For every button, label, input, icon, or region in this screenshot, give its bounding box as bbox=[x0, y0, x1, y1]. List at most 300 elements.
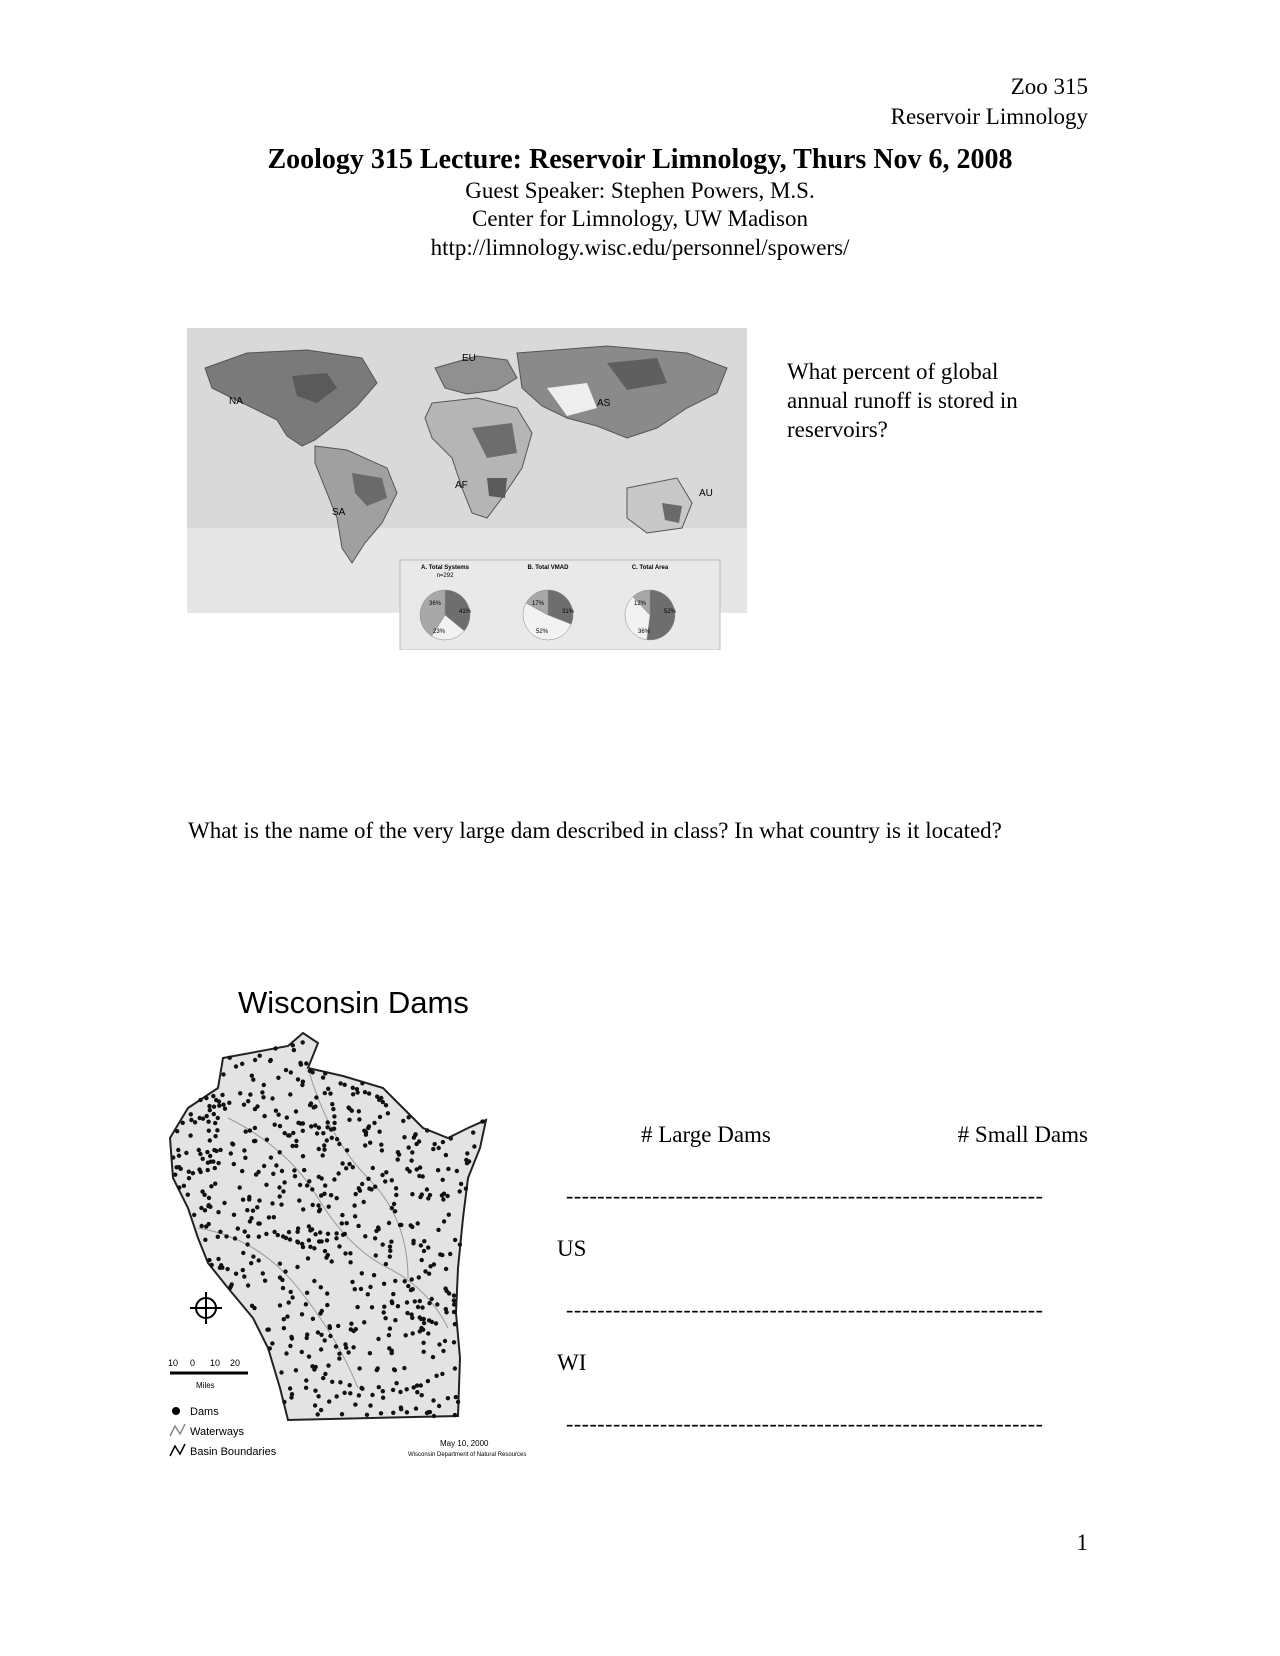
dam-dot bbox=[273, 1046, 277, 1050]
dam-dot bbox=[345, 1148, 349, 1152]
dam-dot bbox=[232, 1162, 236, 1166]
dam-dot bbox=[211, 1094, 215, 1098]
dam-dot bbox=[334, 1236, 338, 1240]
dam-dot bbox=[306, 1256, 310, 1260]
dam-dot bbox=[464, 1186, 468, 1190]
dam-dot bbox=[224, 1234, 228, 1238]
dam-dot bbox=[278, 1194, 282, 1198]
dam-dot bbox=[251, 1078, 255, 1082]
dam-dot bbox=[351, 1165, 355, 1169]
dam-dot bbox=[193, 1120, 197, 1124]
dam-dot bbox=[314, 1365, 318, 1369]
dam-dot bbox=[362, 1320, 366, 1324]
dam-dot bbox=[257, 1235, 261, 1239]
dam-dot bbox=[308, 1245, 312, 1249]
dam-dot bbox=[207, 1222, 211, 1226]
pie-slice-label: 36% bbox=[429, 601, 442, 607]
dam-dot bbox=[453, 1413, 457, 1417]
dam-dot bbox=[276, 1233, 280, 1237]
dam-dot bbox=[310, 1187, 314, 1191]
dam-dot bbox=[444, 1307, 448, 1311]
dam-dot bbox=[420, 1393, 424, 1397]
dam-dot bbox=[426, 1379, 430, 1383]
dam-dot bbox=[325, 1303, 329, 1307]
dam-dot bbox=[293, 1174, 297, 1178]
dam-dot bbox=[305, 1291, 309, 1295]
dam-dot bbox=[241, 1251, 245, 1255]
dam-dot bbox=[304, 1386, 308, 1390]
dam-dot bbox=[383, 1179, 387, 1183]
dam-dot bbox=[245, 1242, 249, 1246]
pie-slice-label: 31% bbox=[562, 609, 575, 615]
dam-dot bbox=[171, 1155, 175, 1159]
dam-dot bbox=[257, 1198, 261, 1202]
dam-dot bbox=[208, 1108, 212, 1112]
dam-dot bbox=[290, 1392, 294, 1396]
dam-dot bbox=[272, 1215, 276, 1219]
dam-dot bbox=[359, 1386, 363, 1390]
dam-dot bbox=[276, 1076, 280, 1080]
legend-dam-icon bbox=[172, 1407, 180, 1415]
dam-dot bbox=[255, 1205, 259, 1209]
dam-dot bbox=[415, 1167, 419, 1171]
dam-dot bbox=[297, 1198, 301, 1202]
dam-dot bbox=[304, 1378, 308, 1382]
dam-dot bbox=[253, 1107, 257, 1111]
dam-dot bbox=[177, 1165, 181, 1169]
dam-dot bbox=[381, 1396, 385, 1400]
dam-dot bbox=[317, 1209, 321, 1213]
dam-dot bbox=[410, 1277, 414, 1281]
dam-dot bbox=[442, 1219, 446, 1223]
dam-dot bbox=[335, 1394, 339, 1398]
dam-dot bbox=[280, 1169, 284, 1173]
dam-dot bbox=[304, 1061, 308, 1065]
dam-dot bbox=[207, 1104, 211, 1108]
dam-dot bbox=[418, 1195, 422, 1199]
dam-dot bbox=[433, 1142, 437, 1146]
dam-dot bbox=[443, 1339, 447, 1343]
dam-dot bbox=[364, 1133, 368, 1137]
dam-dot bbox=[289, 1070, 293, 1074]
dam-dot bbox=[284, 1236, 288, 1240]
dam-dot bbox=[265, 1138, 269, 1142]
question1-line3: reservoirs? bbox=[787, 417, 888, 442]
dam-dot bbox=[372, 1121, 376, 1125]
dam-dot bbox=[393, 1368, 397, 1372]
dam-dot bbox=[373, 1236, 377, 1240]
dam-dot bbox=[229, 1151, 233, 1155]
dam-dot bbox=[314, 1095, 318, 1099]
dam-dot bbox=[387, 1333, 391, 1337]
dam-dot bbox=[337, 1142, 341, 1146]
dam-dot bbox=[357, 1117, 361, 1121]
dam-dot bbox=[312, 1105, 316, 1109]
dam-dot bbox=[300, 1242, 304, 1246]
dam-dot bbox=[349, 1327, 353, 1331]
dam-dot bbox=[216, 1161, 220, 1165]
dam-dot bbox=[256, 1221, 260, 1225]
dam-dot bbox=[391, 1388, 395, 1392]
dam-dot bbox=[440, 1253, 444, 1257]
dam-dot bbox=[313, 1403, 317, 1407]
dam-dot bbox=[441, 1178, 445, 1182]
wi-map-title: Wisconsin Dams bbox=[238, 985, 469, 1020]
dam-dot bbox=[274, 1163, 278, 1167]
dam-dot bbox=[207, 1203, 211, 1207]
dam-dot bbox=[230, 1141, 234, 1145]
dam-dot bbox=[357, 1366, 361, 1370]
dam-dot bbox=[377, 1098, 381, 1102]
dam-dot bbox=[452, 1302, 456, 1306]
dam-dot bbox=[407, 1115, 411, 1119]
dam-dot bbox=[363, 1090, 367, 1094]
col-small-dams: # Small Dams bbox=[957, 1122, 1088, 1147]
dam-dot bbox=[398, 1390, 402, 1394]
dam-dot bbox=[262, 1164, 266, 1168]
legend-dams: Dams bbox=[190, 1406, 219, 1418]
dam-dot bbox=[384, 1262, 388, 1266]
dam-dot bbox=[276, 1113, 280, 1117]
dam-dot bbox=[331, 1107, 335, 1111]
dam-dot bbox=[305, 1332, 309, 1336]
dam-dot bbox=[369, 1187, 373, 1191]
dam-dot bbox=[418, 1329, 422, 1333]
dam-dot bbox=[348, 1391, 352, 1395]
dam-dot bbox=[352, 1203, 356, 1207]
row-label-wi: WI bbox=[557, 1350, 587, 1375]
region-label-sa: SA bbox=[332, 507, 346, 518]
dam-dot bbox=[294, 1139, 298, 1143]
dam-dot bbox=[327, 1205, 331, 1209]
dam-dot bbox=[264, 1232, 268, 1236]
dam-dot bbox=[441, 1140, 445, 1144]
dam-dot bbox=[282, 1400, 286, 1404]
dam-dot bbox=[189, 1112, 193, 1116]
dam-dot bbox=[311, 1203, 315, 1207]
dam-dot bbox=[206, 1120, 210, 1124]
speaker-name: Guest Speaker: Stephen Powers, M.S. bbox=[465, 178, 815, 203]
dam-dot bbox=[300, 1350, 304, 1354]
dam-dot bbox=[349, 1322, 353, 1326]
dam-dot bbox=[341, 1233, 345, 1237]
dam-dot bbox=[308, 1069, 312, 1073]
dam-dot bbox=[316, 1394, 320, 1398]
page-number: 1 bbox=[1076, 1530, 1088, 1555]
dam-dot bbox=[376, 1227, 380, 1231]
question2: What is the name of the very large dam described in class? In what country is it located? bbox=[188, 818, 1002, 843]
pie-title: C. Total Area bbox=[631, 565, 669, 571]
dam-dot bbox=[205, 1114, 209, 1118]
dam-dot bbox=[382, 1305, 386, 1309]
dam-dot bbox=[394, 1193, 398, 1197]
dam-dot bbox=[210, 1263, 214, 1267]
dam-dot bbox=[245, 1208, 249, 1212]
dam-dot bbox=[421, 1341, 425, 1345]
dam-dot bbox=[441, 1349, 445, 1353]
dam-dot bbox=[242, 1103, 246, 1107]
pie-subtitle: n=292 bbox=[436, 573, 454, 579]
dam-dot bbox=[407, 1145, 411, 1149]
dam-dot bbox=[447, 1213, 451, 1217]
dam-dot bbox=[348, 1383, 352, 1387]
dam-dot bbox=[426, 1331, 430, 1335]
dam-dot bbox=[471, 1130, 475, 1134]
dam-dot bbox=[354, 1192, 358, 1196]
dam-dot bbox=[295, 1239, 299, 1243]
dam-dot bbox=[213, 1134, 217, 1138]
dam-dot bbox=[280, 1278, 284, 1282]
dam-dot bbox=[419, 1383, 423, 1387]
dam-dot bbox=[295, 1265, 299, 1269]
dam-dot bbox=[381, 1242, 385, 1246]
dam-dot bbox=[357, 1109, 361, 1113]
dam-dot bbox=[272, 1230, 276, 1234]
dam-dot bbox=[188, 1133, 192, 1137]
dam-dot bbox=[417, 1174, 421, 1178]
dam-dot bbox=[366, 1292, 370, 1296]
dam-dot bbox=[305, 1183, 309, 1187]
page-title: Zoology 315 Lecture: Reservoir Limnology, Thurs Nov 6, 2008 bbox=[267, 144, 1013, 175]
dam-dot bbox=[394, 1186, 398, 1190]
dam-dot bbox=[370, 1393, 374, 1397]
dam-dot bbox=[415, 1390, 419, 1394]
pie-slice-label: 12% bbox=[634, 601, 647, 607]
dam-dot bbox=[431, 1355, 435, 1359]
dam-dot bbox=[282, 1180, 286, 1184]
dam-dot bbox=[388, 1245, 392, 1249]
dam-dot bbox=[455, 1169, 459, 1173]
dam-dot bbox=[216, 1257, 220, 1261]
dam-dot bbox=[302, 1168, 306, 1172]
dam-dot bbox=[229, 1284, 233, 1288]
dam-dot bbox=[189, 1118, 193, 1122]
dam-dot bbox=[213, 1166, 217, 1170]
dam-dot bbox=[353, 1287, 357, 1291]
dam-dot bbox=[412, 1135, 416, 1139]
dam-dot bbox=[197, 1167, 201, 1171]
dam-dot bbox=[321, 1376, 325, 1380]
header-course: Zoo 315 bbox=[1010, 74, 1088, 99]
dam-dot bbox=[312, 1279, 316, 1283]
dam-dot bbox=[175, 1129, 179, 1133]
dam-dot bbox=[200, 1224, 204, 1228]
dam-dot bbox=[277, 1185, 281, 1189]
dam-dot bbox=[393, 1318, 397, 1322]
dam-dot bbox=[337, 1352, 341, 1356]
dam-dot bbox=[419, 1317, 423, 1321]
dam-dot bbox=[298, 1121, 302, 1125]
legend-waterways: Waterways bbox=[190, 1426, 244, 1438]
dam-dot bbox=[330, 1136, 334, 1140]
dam-dot bbox=[242, 1148, 246, 1152]
dam-dot bbox=[347, 1106, 351, 1110]
dam-dot bbox=[317, 1147, 321, 1151]
dam-dot bbox=[289, 1290, 293, 1294]
region-label-na: NA bbox=[229, 396, 243, 407]
dam-dot bbox=[337, 1356, 341, 1360]
dam-dot bbox=[207, 1196, 211, 1200]
dam-dot bbox=[464, 1158, 468, 1162]
dam-dot bbox=[313, 1389, 317, 1393]
dam-dot bbox=[262, 1083, 266, 1087]
pie-slice-label: 52% bbox=[536, 629, 549, 635]
dam-dot bbox=[318, 1230, 322, 1234]
dam-dot bbox=[393, 1279, 397, 1283]
dam-dot bbox=[260, 1090, 264, 1094]
dam-dot bbox=[291, 1131, 295, 1135]
dam-dot bbox=[347, 1162, 351, 1166]
dam-dot bbox=[282, 1317, 286, 1321]
question1-line1: What percent of global bbox=[787, 359, 999, 384]
dam-dot bbox=[221, 1103, 225, 1107]
dam-dot bbox=[246, 1234, 250, 1238]
dam-dot bbox=[448, 1252, 452, 1256]
dam-dot bbox=[338, 1081, 342, 1085]
dam-dot bbox=[374, 1253, 378, 1257]
dam-dot bbox=[459, 1182, 463, 1186]
dam-dot bbox=[284, 1068, 288, 1072]
dam-dot bbox=[409, 1288, 413, 1292]
dam-dot bbox=[201, 1117, 205, 1121]
dam-dot bbox=[430, 1297, 434, 1301]
dam-dot bbox=[291, 1043, 295, 1047]
dam-dot bbox=[206, 1168, 210, 1172]
dam-dot bbox=[347, 1118, 351, 1122]
dam-dot bbox=[287, 1230, 291, 1234]
dam-dot bbox=[322, 1192, 326, 1196]
dam-dot bbox=[399, 1223, 403, 1227]
dam-dot bbox=[330, 1380, 334, 1384]
dam-dot bbox=[250, 1304, 254, 1308]
dam-dot bbox=[417, 1139, 421, 1143]
dam-dot bbox=[348, 1251, 352, 1255]
dam-dot bbox=[332, 1121, 336, 1125]
dam-dot bbox=[368, 1285, 372, 1289]
pie-slice-label: 17% bbox=[532, 601, 545, 607]
dam-dot bbox=[368, 1141, 372, 1145]
dam-dot bbox=[453, 1366, 457, 1370]
dam-dot bbox=[323, 1183, 327, 1187]
dam-dot bbox=[392, 1202, 396, 1206]
dam-dot bbox=[427, 1272, 431, 1276]
pie-title: B. Total VMAD bbox=[527, 565, 569, 571]
dam-dot bbox=[357, 1393, 361, 1397]
dam-dot bbox=[220, 1266, 224, 1270]
dam-dot bbox=[290, 1295, 294, 1299]
dam-dot bbox=[233, 1236, 237, 1240]
dam-dot bbox=[258, 1054, 262, 1058]
dam-dot bbox=[359, 1287, 363, 1291]
dam-dot bbox=[173, 1173, 177, 1177]
scale-tick-1: 10 bbox=[168, 1358, 179, 1368]
dam-dot bbox=[326, 1120, 330, 1124]
dam-dot bbox=[380, 1148, 384, 1152]
dam-dot bbox=[319, 1239, 323, 1243]
dam-dot bbox=[367, 1124, 371, 1128]
dam-dot bbox=[410, 1225, 414, 1229]
dam-dot bbox=[313, 1232, 317, 1236]
dam-dot bbox=[382, 1310, 386, 1314]
dam-dot bbox=[221, 1072, 225, 1076]
dam-dot bbox=[323, 1372, 327, 1376]
dam-dot bbox=[265, 1328, 269, 1332]
legend-waterway-icon bbox=[170, 1424, 185, 1436]
dam-dot bbox=[319, 1408, 323, 1412]
dam-dot bbox=[278, 1262, 282, 1266]
dam-dot bbox=[313, 1123, 317, 1127]
dam-dot bbox=[443, 1286, 447, 1290]
dam-dot bbox=[379, 1143, 383, 1147]
dam-dot bbox=[411, 1241, 415, 1245]
dam-dot bbox=[458, 1242, 462, 1246]
dam-dot bbox=[472, 1144, 476, 1148]
dam-dot bbox=[269, 1155, 273, 1159]
dam-dot bbox=[323, 1338, 327, 1342]
dam-dot bbox=[268, 1346, 272, 1350]
dam-dot bbox=[444, 1153, 448, 1157]
dam-dot bbox=[453, 1238, 457, 1242]
dam-dot bbox=[430, 1320, 434, 1324]
dam-dot bbox=[238, 1185, 242, 1189]
dam-dot bbox=[212, 1112, 216, 1116]
dam-dot bbox=[377, 1385, 381, 1389]
dam-dot bbox=[370, 1305, 374, 1309]
dam-dot bbox=[382, 1282, 386, 1286]
dam-dot bbox=[217, 1104, 221, 1108]
dam-dot bbox=[366, 1177, 370, 1181]
dam-dot bbox=[213, 1182, 217, 1186]
dam-dot bbox=[212, 1148, 216, 1152]
dam-dot bbox=[216, 1210, 220, 1214]
dam-dot bbox=[420, 1305, 424, 1309]
dam-dot bbox=[319, 1285, 323, 1289]
dam-dot bbox=[436, 1168, 440, 1172]
dam-dot bbox=[340, 1412, 344, 1416]
dam-dot bbox=[390, 1349, 394, 1353]
dam-dot bbox=[345, 1221, 349, 1225]
dam-dot bbox=[278, 1150, 282, 1154]
dam-dot bbox=[201, 1157, 205, 1161]
dam-dot bbox=[251, 1209, 255, 1213]
dam-dot bbox=[243, 1229, 247, 1233]
dam-dot bbox=[307, 1354, 311, 1358]
dam-dot bbox=[211, 1159, 215, 1163]
dam-dot bbox=[294, 1109, 298, 1113]
dam-dot bbox=[396, 1304, 400, 1308]
speaker-url[interactable]: http://limnology.wisc.edu/personnel/spowers/ bbox=[430, 235, 850, 260]
dam-dot bbox=[320, 1309, 324, 1313]
dam-dot bbox=[453, 1322, 457, 1326]
question1-line2: annual runoff is stored in bbox=[787, 388, 1018, 413]
dam-dot bbox=[216, 1116, 220, 1120]
rule-2: ------------------------------------------------------------- bbox=[566, 1297, 1044, 1322]
australia-shape bbox=[627, 478, 692, 533]
scale-tick-3: 10 bbox=[210, 1358, 221, 1368]
dam-dot bbox=[271, 1172, 275, 1176]
dam-dot bbox=[334, 1344, 338, 1348]
dam-dot bbox=[220, 1093, 224, 1097]
region-label-as: AS bbox=[597, 398, 611, 409]
dam-dot bbox=[465, 1151, 469, 1155]
dam-dot bbox=[409, 1158, 413, 1162]
dam-dot bbox=[390, 1299, 394, 1303]
dam-dot bbox=[307, 1238, 311, 1242]
dam-dot bbox=[191, 1171, 195, 1175]
dam-dot bbox=[227, 1101, 231, 1105]
dam-dot bbox=[310, 1227, 314, 1231]
dam-dot bbox=[325, 1138, 329, 1142]
